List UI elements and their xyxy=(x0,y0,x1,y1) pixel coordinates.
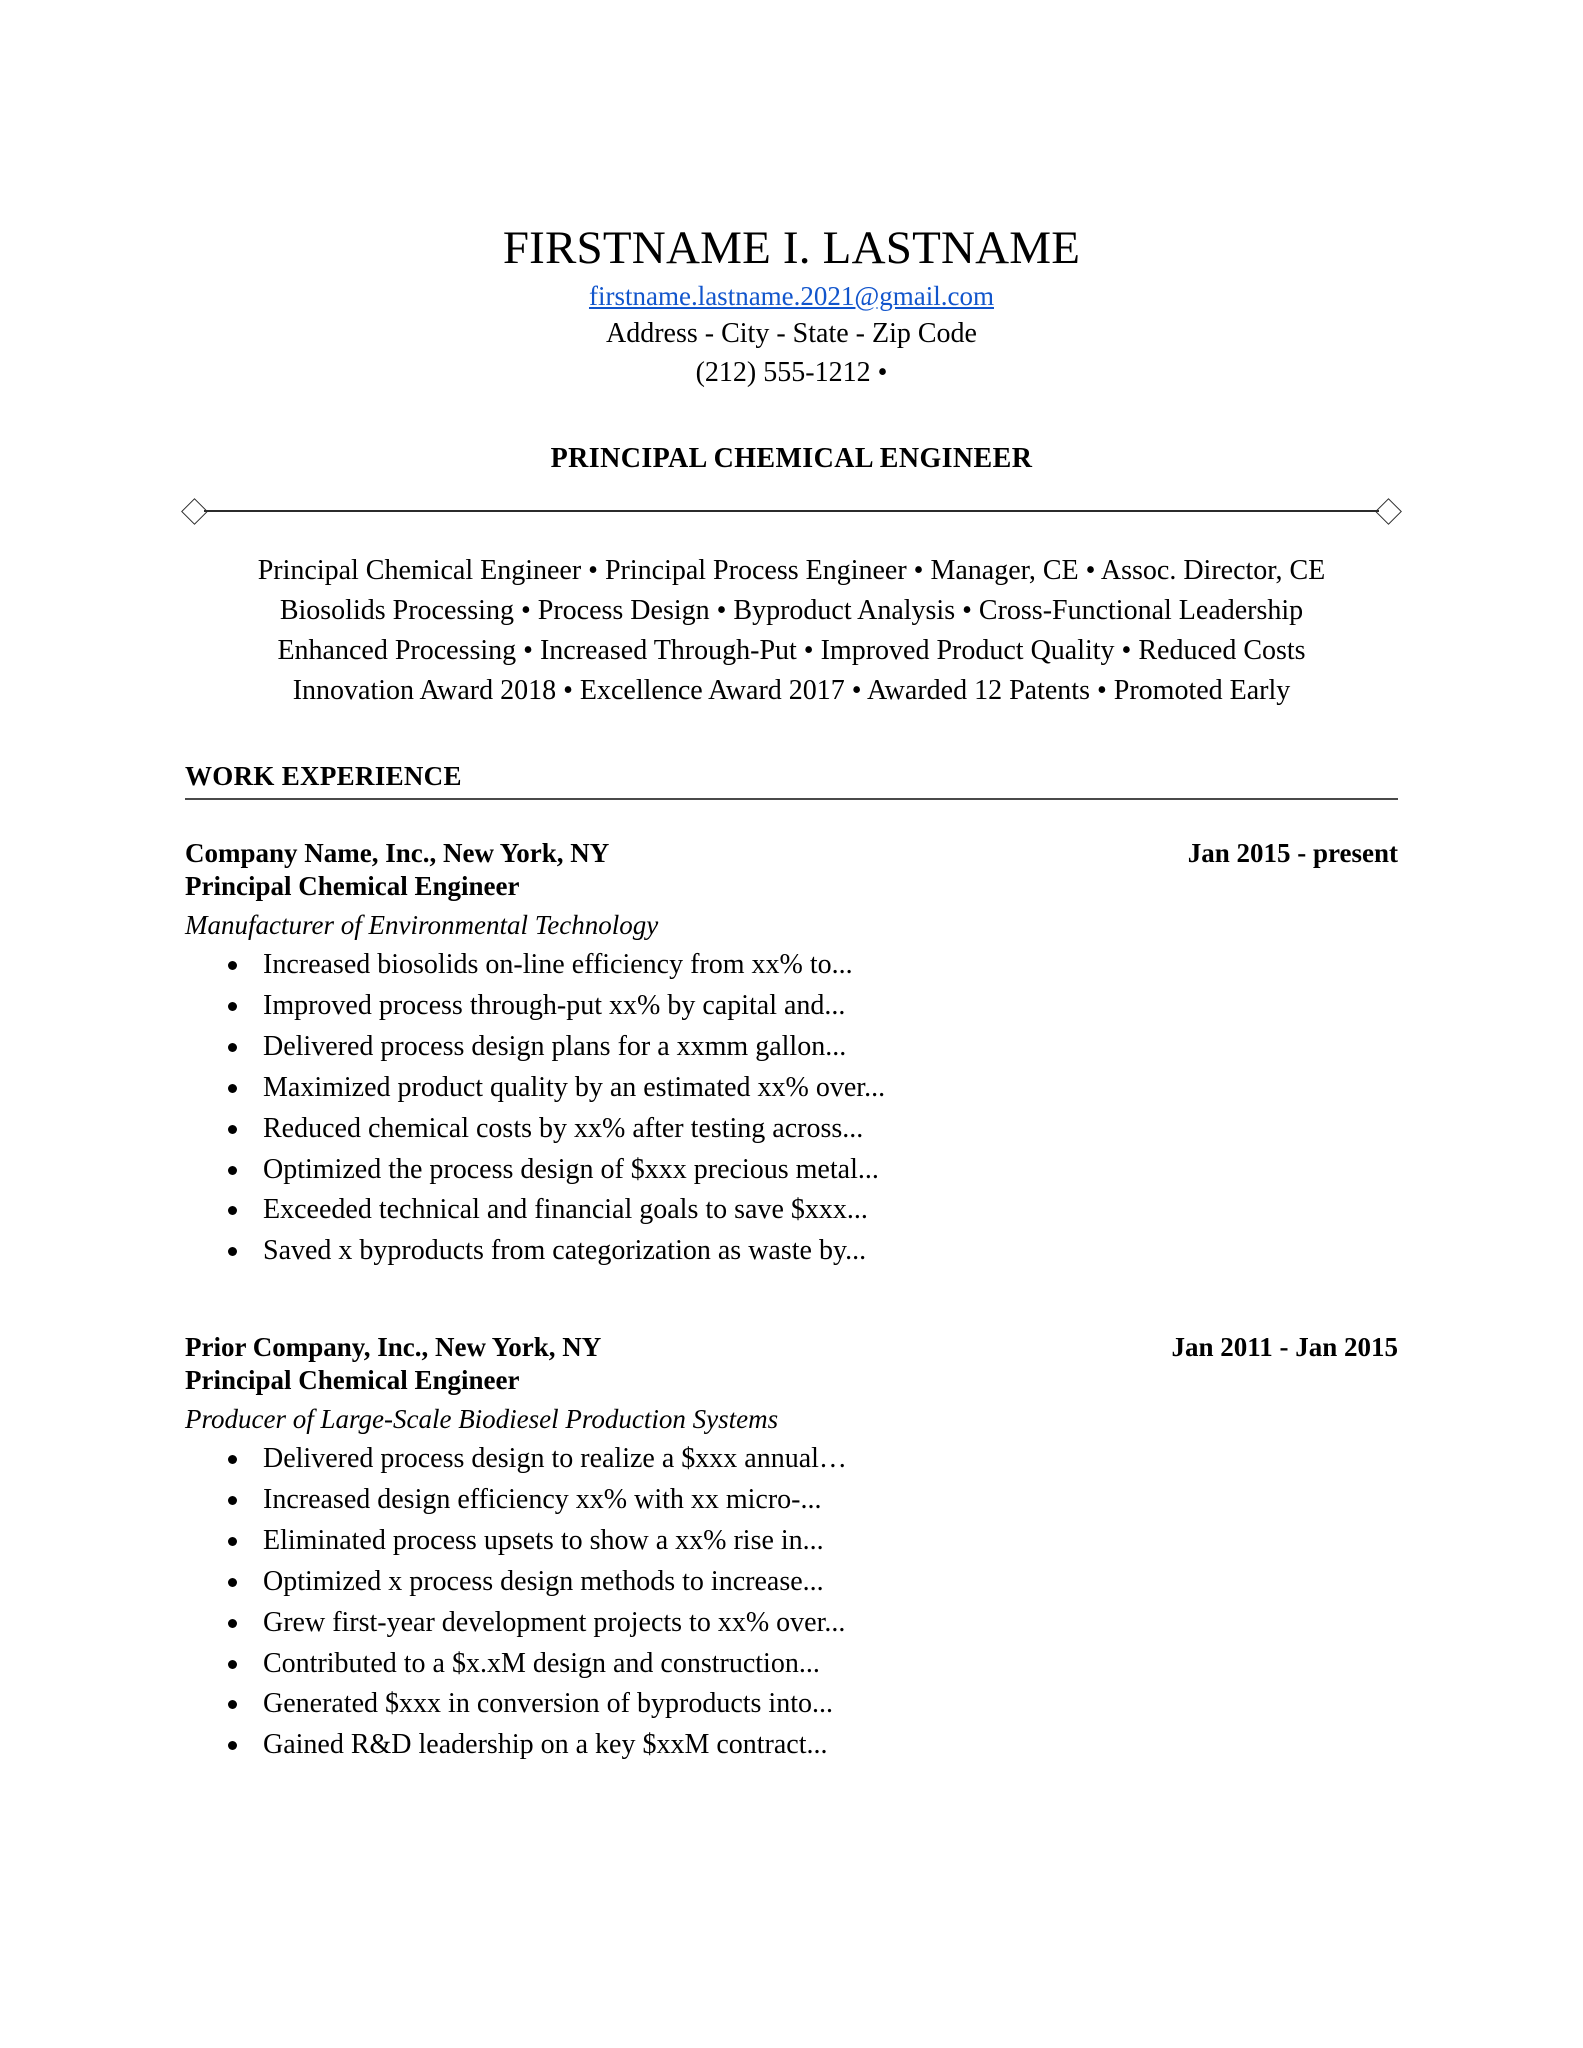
summary-line: Enhanced Processing • Increased Through-Put • Improved Product Quality • Reduced Costs xyxy=(277,635,1306,667)
job-descriptor: Manufacturer of Environmental Technology xyxy=(185,910,659,941)
bullet-icon xyxy=(228,1741,237,1750)
section-rule xyxy=(185,798,1398,800)
bullet-text: Generated $xxx in conversion of byproducts into... xyxy=(263,1688,833,1720)
bullet-text: Contributed to a $x.xM design and construction... xyxy=(263,1647,820,1679)
list-item xyxy=(185,1648,1398,1689)
bullet-text: Eliminated process upsets to show a xx% rise in... xyxy=(263,1524,824,1556)
bullet-icon xyxy=(228,1455,237,1464)
job-header xyxy=(185,1332,1398,1363)
job-company: Prior Company, Inc., New York, NY xyxy=(185,1332,602,1363)
bullet-text: Gained R&D leadership on a key $xxM contract... xyxy=(263,1729,828,1761)
bullet-icon xyxy=(228,1206,237,1215)
bullet-text: Grew first-year development projects to xx% over... xyxy=(263,1606,846,1638)
list-item xyxy=(185,1566,1398,1607)
job-entry xyxy=(185,838,1398,1276)
diamond-divider xyxy=(185,497,1398,525)
job-entry xyxy=(185,1332,1398,1770)
work-experience-section xyxy=(185,761,1398,1770)
bullet-icon xyxy=(228,961,237,970)
job-bullet-list xyxy=(185,1443,1398,1770)
list-item xyxy=(185,1072,1398,1113)
bullet-text: Increased design efficiency xx% with xx micro-... xyxy=(263,1483,822,1515)
phone-line: (212) 555-1212 • xyxy=(695,357,888,389)
bullet-icon xyxy=(228,1166,237,1175)
job-company: Company Name, Inc., New York, NY xyxy=(185,838,610,869)
bullet-text: Saved x byproducts from categorization as waste by... xyxy=(263,1235,867,1267)
bullet-icon xyxy=(228,1660,237,1669)
list-item xyxy=(185,949,1398,990)
bullet-icon xyxy=(228,1125,237,1134)
email-line xyxy=(185,279,1398,314)
list-item xyxy=(185,1729,1398,1770)
list-item xyxy=(185,1688,1398,1729)
bullet-text: Optimized x process design methods to increase... xyxy=(263,1565,824,1597)
divider-rule xyxy=(204,510,1379,512)
bullet-text: Improved process through-put xx% by capital and... xyxy=(263,989,846,1021)
job-bullet-list xyxy=(185,949,1398,1276)
bullet-icon xyxy=(228,1578,237,1587)
list-item xyxy=(185,1443,1398,1484)
bullet-text: Optimized the process design of $xxx precious metal... xyxy=(263,1153,879,1185)
list-item xyxy=(185,990,1398,1031)
bullet-text: Reduced chemical costs by xx% after testing across... xyxy=(263,1112,864,1144)
target-job-title: PRINCIPAL CHEMICAL ENGINEER xyxy=(550,443,1033,475)
list-item xyxy=(185,1194,1398,1235)
bullet-icon xyxy=(228,1700,237,1709)
list-item xyxy=(185,1525,1398,1566)
list-item xyxy=(185,1031,1398,1072)
bullet-text: Exceeded technical and financial goals to save $xxx... xyxy=(263,1194,868,1226)
diamond-left-icon xyxy=(181,498,208,525)
bullet-icon xyxy=(228,1084,237,1093)
list-item xyxy=(185,1154,1398,1195)
email-link[interactable]: firstname.lastname.2021@gmail.com xyxy=(588,280,994,311)
bullet-text: Maximized product quality by an estimated xx% over... xyxy=(263,1071,886,1103)
bullet-icon xyxy=(228,1043,237,1052)
list-item xyxy=(185,1607,1398,1648)
summary-line: Principal Chemical Engineer • Principal Process Engineer • Manager, CE • Assoc. Director, CE xyxy=(257,555,1326,587)
job-dates: Jan 2011 - Jan 2015 xyxy=(1171,1332,1398,1363)
list-item xyxy=(185,1113,1398,1154)
bullet-icon xyxy=(228,1002,237,1011)
diamond-right-icon xyxy=(1375,498,1402,525)
job-dates: Jan 2015 - present xyxy=(1187,838,1398,869)
address-line: Address - City - State - Zip Code xyxy=(606,317,977,349)
resume-header xyxy=(185,0,1398,393)
bullet-icon xyxy=(228,1537,237,1546)
bullet-text: Delivered process design to realize a $xxx annual… xyxy=(263,1443,847,1474)
bullet-text: Increased biosolids on-line efficiency from xx% to... xyxy=(263,949,853,981)
summary-line: Innovation Award 2018 • Excellence Award 2017 • Awarded 12 Patents • Promoted Early xyxy=(292,675,1291,707)
list-item xyxy=(185,1235,1398,1276)
page-title: FIRSTNAME I. LASTNAME xyxy=(502,222,1081,274)
summary-line: Biosolids Processing • Process Design • Byproduct Analysis • Cross-Functional Leadership xyxy=(279,595,1304,627)
job-role: Principal Chemical Engineer xyxy=(185,871,520,902)
section-heading: WORK EXPERIENCE xyxy=(185,761,462,792)
bullet-icon xyxy=(228,1247,237,1256)
bullet-text: Delivered process design plans for a xxmm gallon... xyxy=(263,1030,847,1062)
summary-keywords xyxy=(185,551,1398,711)
job-role: Principal Chemical Engineer xyxy=(185,1365,520,1396)
bullet-icon xyxy=(228,1496,237,1505)
list-item xyxy=(185,1484,1398,1525)
job-descriptor: Producer of Large-Scale Biodiesel Production Systems xyxy=(185,1404,779,1435)
job-header xyxy=(185,838,1398,869)
bullet-icon xyxy=(228,1619,237,1628)
